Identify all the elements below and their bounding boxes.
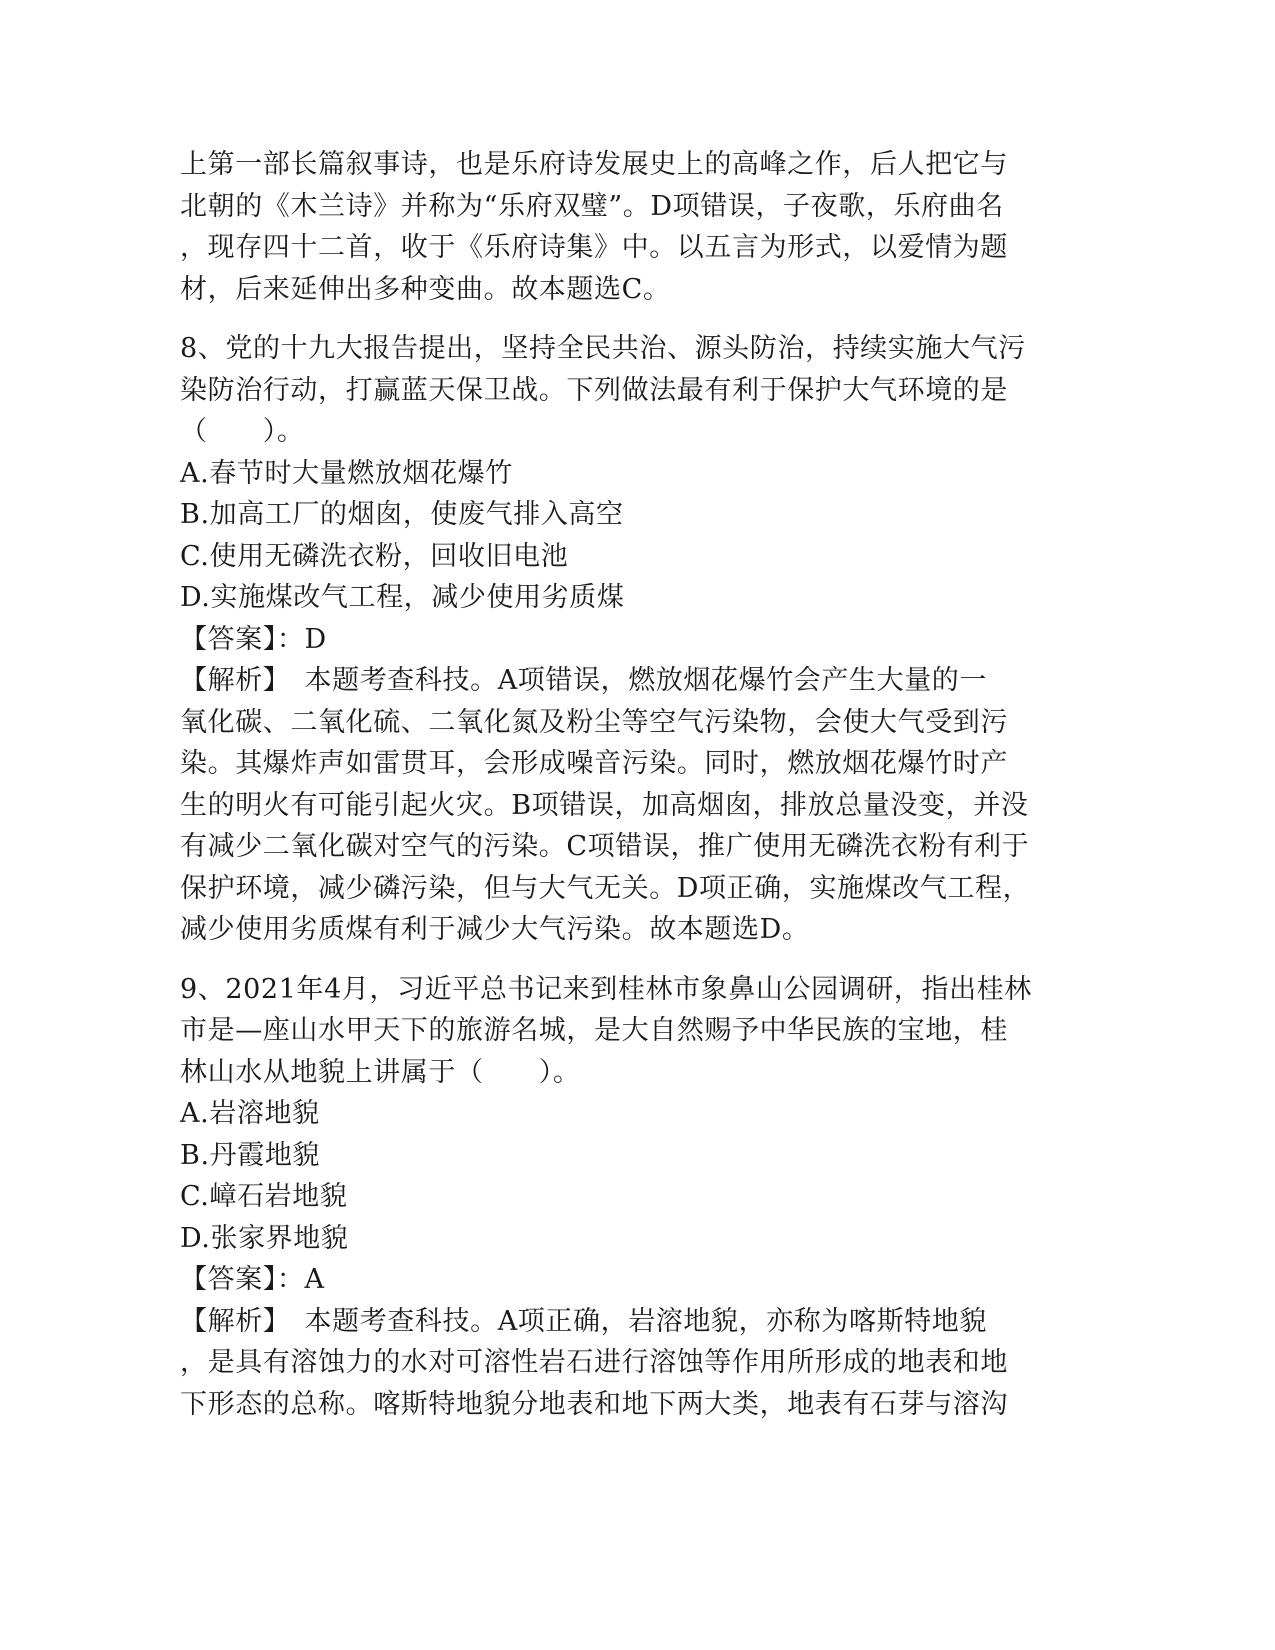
option-c: C.嶂石岩地貌 — [180, 1181, 348, 1212]
option-a: A.春节时大量燃放烟花爆竹 — [180, 457, 513, 489]
question-8 — [180, 328, 1080, 951]
analysis-line: 保护环境，减少磷污染，但与大气无关。D项正确，实施煤改气工程， — [180, 872, 1031, 904]
question-stem-line: 8、党的十九大报告提出，坚持全民共治、源头防治，持续实施大气污 — [180, 333, 1026, 364]
analysis-line: 有减少二氧化碳对空气的污染。C项错误，推广使用无磷洗衣粉有利于 — [180, 831, 1030, 862]
spacer — [180, 951, 1080, 969]
analysis-line: 生的明火有可能引起火灾。B项错误，加高烟囱，排放总量没变，并没 — [180, 789, 1029, 821]
analysis-line: 【解析】 本题考查科技。A项正确，岩溶地貌，亦称为喀斯特地貌 — [180, 1305, 987, 1337]
text-line: 材，后来延伸出多种变曲。故本题选C。 — [180, 273, 671, 305]
analysis-line: 减少使用劣质煤有利于减少大气污染。故本题选D。 — [180, 914, 810, 945]
question-stem-line: 9、2021年4月，习近平总书记来到桂林市象鼻山公园调研，指出桂林 — [180, 973, 1032, 1005]
answer-line: 【答案】：D — [180, 623, 327, 655]
analysis-line: 下形态的总称。喀斯特地貌分地表和地下两大类，地表有石芽与溶沟 — [180, 1388, 1008, 1420]
question-stem-line: 市是—座山水甲天下的旅游名城，是大自然赐予中华民族的宝地，桂 — [180, 1015, 1008, 1046]
option-b: B.加高工厂的烟囱，使废气排入高空 — [180, 499, 624, 530]
option-a: A.岩溶地貌 — [180, 1098, 320, 1129]
document-page — [180, 144, 1080, 1425]
analysis-line: ，是具有溶蚀力的水对可溶性岩石进行溶蚀等作用所形成的地表和地 — [180, 1347, 1008, 1378]
question-stem-line: （ ）。 — [180, 416, 305, 447]
analysis-line: 氧化碳、二氧化硫、二氧化氮及粉尘等空气污染物，会使大气受到污 — [180, 706, 1008, 738]
text-line: 上第一部长篇叙事诗，也是乐府诗发展史上的高峰之作，后人把它与 — [180, 149, 1008, 180]
spacer — [180, 310, 1080, 328]
analysis-line: 染。其爆炸声如雷贯耳，会形成噪音污染。同时，燃放烟花爆竹时产 — [180, 748, 1008, 779]
text-line: 北朝的《木兰诗》并称为“乐府双璧”。D项错误，子夜歌，乐府曲名 — [180, 190, 1004, 222]
option-d: D.张家界地貌 — [180, 1222, 349, 1254]
option-b: B.丹霞地貌 — [180, 1139, 321, 1171]
option-c: C.使用无磷洗衣粉，回收旧电池 — [180, 540, 569, 572]
question-stem-line: 林山水从地貌上讲属于（ ）。 — [180, 1056, 581, 1088]
previous-analysis-continuation — [180, 144, 1080, 310]
analysis-line: 【解析】 本题考查科技。A项错误，燃放烟花爆竹会产生大量的一 — [180, 665, 987, 696]
question-9 — [180, 969, 1080, 1426]
text-line: ，现存四十二首，收于《乐府诗集》中。以五言为形式，以爱情为题 — [180, 232, 1008, 263]
answer-line: 【答案】：A — [180, 1264, 325, 1295]
option-d: D.实施煤改气工程，减少使用劣质煤 — [180, 582, 625, 613]
question-stem-line: 染防治行动，打赢蓝天保卫战。下列做法最有利于保护大气环境的是 — [180, 374, 1008, 406]
